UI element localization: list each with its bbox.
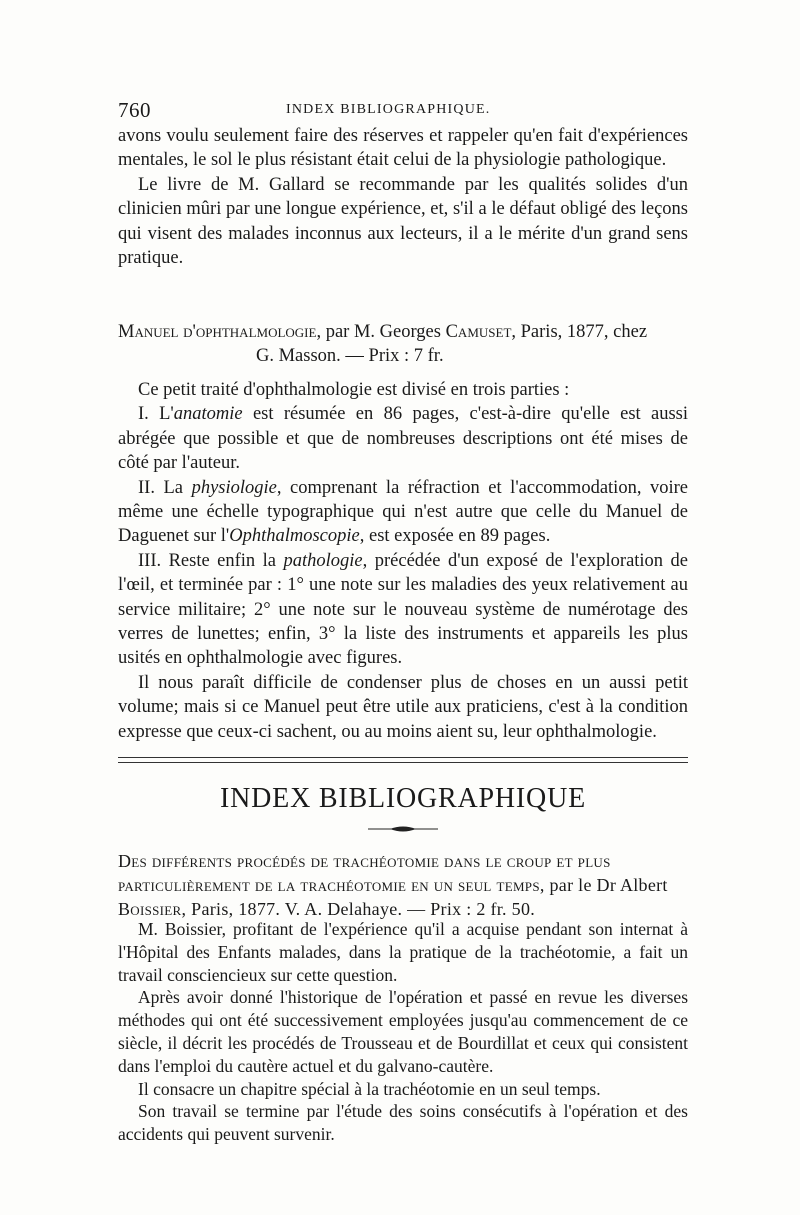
section-title: INDEX BIBLIOGRAPHIQUE	[220, 783, 586, 814]
paragraph: Il nous paraît difficile de condenser plus de choses en un aussi petit volume; mais si ce Manuel peut être utile aux praticiens, c'est à la condition expresse que ceux-ci sachent, ou au moins aient su, leur ophthalmologie.	[118, 672, 688, 742]
paragraph: Le livre de M. Gallard se recommande par les qualités solides d'un clinicien mûri par une longue expérience, et, s'il a le défaut obligé des leçons qui visent des malades inconnus aux lecteurs, il a le mérite d'un grand sens pratique.	[118, 174, 688, 269]
manuel-text-block	[118, 378, 688, 744]
paragraph: II. La physiologie, comprenant la réfraction et l'accommodation, voire même une échelle typographique qui n'est autre que celle du Manuel de Daguenet sur l'Ophthalmoscopie, est exposée en 89 pages.	[118, 477, 689, 547]
paragraph: avons voulu seulement faire des réserves et rappeler qu'en fait d'expériences mentales, le sol le plus résistant était celui de la physiologie pathologique.	[118, 126, 688, 171]
reference-title: Des différents procédés de trachéotomie dans le croup et plus particulièrement de la trachéotomie en un seul temps	[118, 851, 611, 895]
reference-by: , par le Dr Albert	[539, 875, 668, 895]
paragraph: Son travail se termine par l'étude des soins consécutifs à l'opération et des accidents qui peuvent survenir.	[118, 1101, 688, 1145]
paragraph: Ce petit traité d'ophthalmologie est divisé en trois parties :	[138, 380, 570, 400]
reference-author: Boissier	[118, 899, 182, 919]
paragraph: Il consacre un chapitre spécial à la trachéotomie en un seul temps.	[138, 1078, 601, 1099]
section-divider	[118, 757, 688, 763]
page-header	[118, 98, 688, 122]
manuel-reference	[118, 320, 688, 369]
reference-publisher: , Paris, 1877, chez	[511, 322, 648, 342]
reference-title: Manuel d'ophthalmologie	[118, 322, 317, 342]
ornament-rule	[368, 825, 438, 833]
top-text-block	[118, 124, 688, 270]
paragraph: I. L'anatomie est résumée en 86 pages, c'est-à-dire qu'elle est aussi abrégée que possible et que de nombreuses descriptions ont été mises de côté par l'auteur.	[118, 404, 689, 474]
reference-publisher-line: G. Masson. — Prix : 7 fr.	[256, 346, 444, 367]
reference-author: Camuset	[445, 322, 512, 342]
paragraph: Après avoir donné l'historique de l'opération et passé en revue les diverses méthodes qui ont été successivement employées jusqu'au commencement de ce siècle, il décrit les procédés de Trousseau et de Bourdillat et ceux qui consistent dans l'emploi du cautère actuel et du galvano-cautère.	[118, 987, 688, 1076]
boissier-text-block	[118, 918, 688, 1146]
reference-by: , par M. Georges	[316, 322, 446, 342]
boissier-reference	[118, 850, 688, 922]
running-title: INDEX BIBLIOGRAPHIQUE.	[286, 102, 491, 117]
page-number: 760	[118, 98, 151, 122]
paragraph: III. Reste enfin la pathologie, précédée d'un exposé de l'exploration de l'œil, et terminée par : 1° une note sur les maladies des yeux relativement au service militaire; 2° une note sur le nouveau système de numérotage des verres de lunettes; enfin, 3° la liste des instruments et appareils les plus usités en ophthalmologie avec figures.	[118, 550, 688, 669]
paragraph: M. Boissier, profitant de l'expérience qu'il a acquise pendant son internat à l'Hôpital des Enfants malades, dans la pratique de la trachéotomie, a fait un travail consciencieux sur cette question.	[118, 919, 688, 985]
reference-publisher: , Paris, 1877. V. A. Delahaye. — Prix : 2 fr. 50.	[181, 899, 536, 919]
